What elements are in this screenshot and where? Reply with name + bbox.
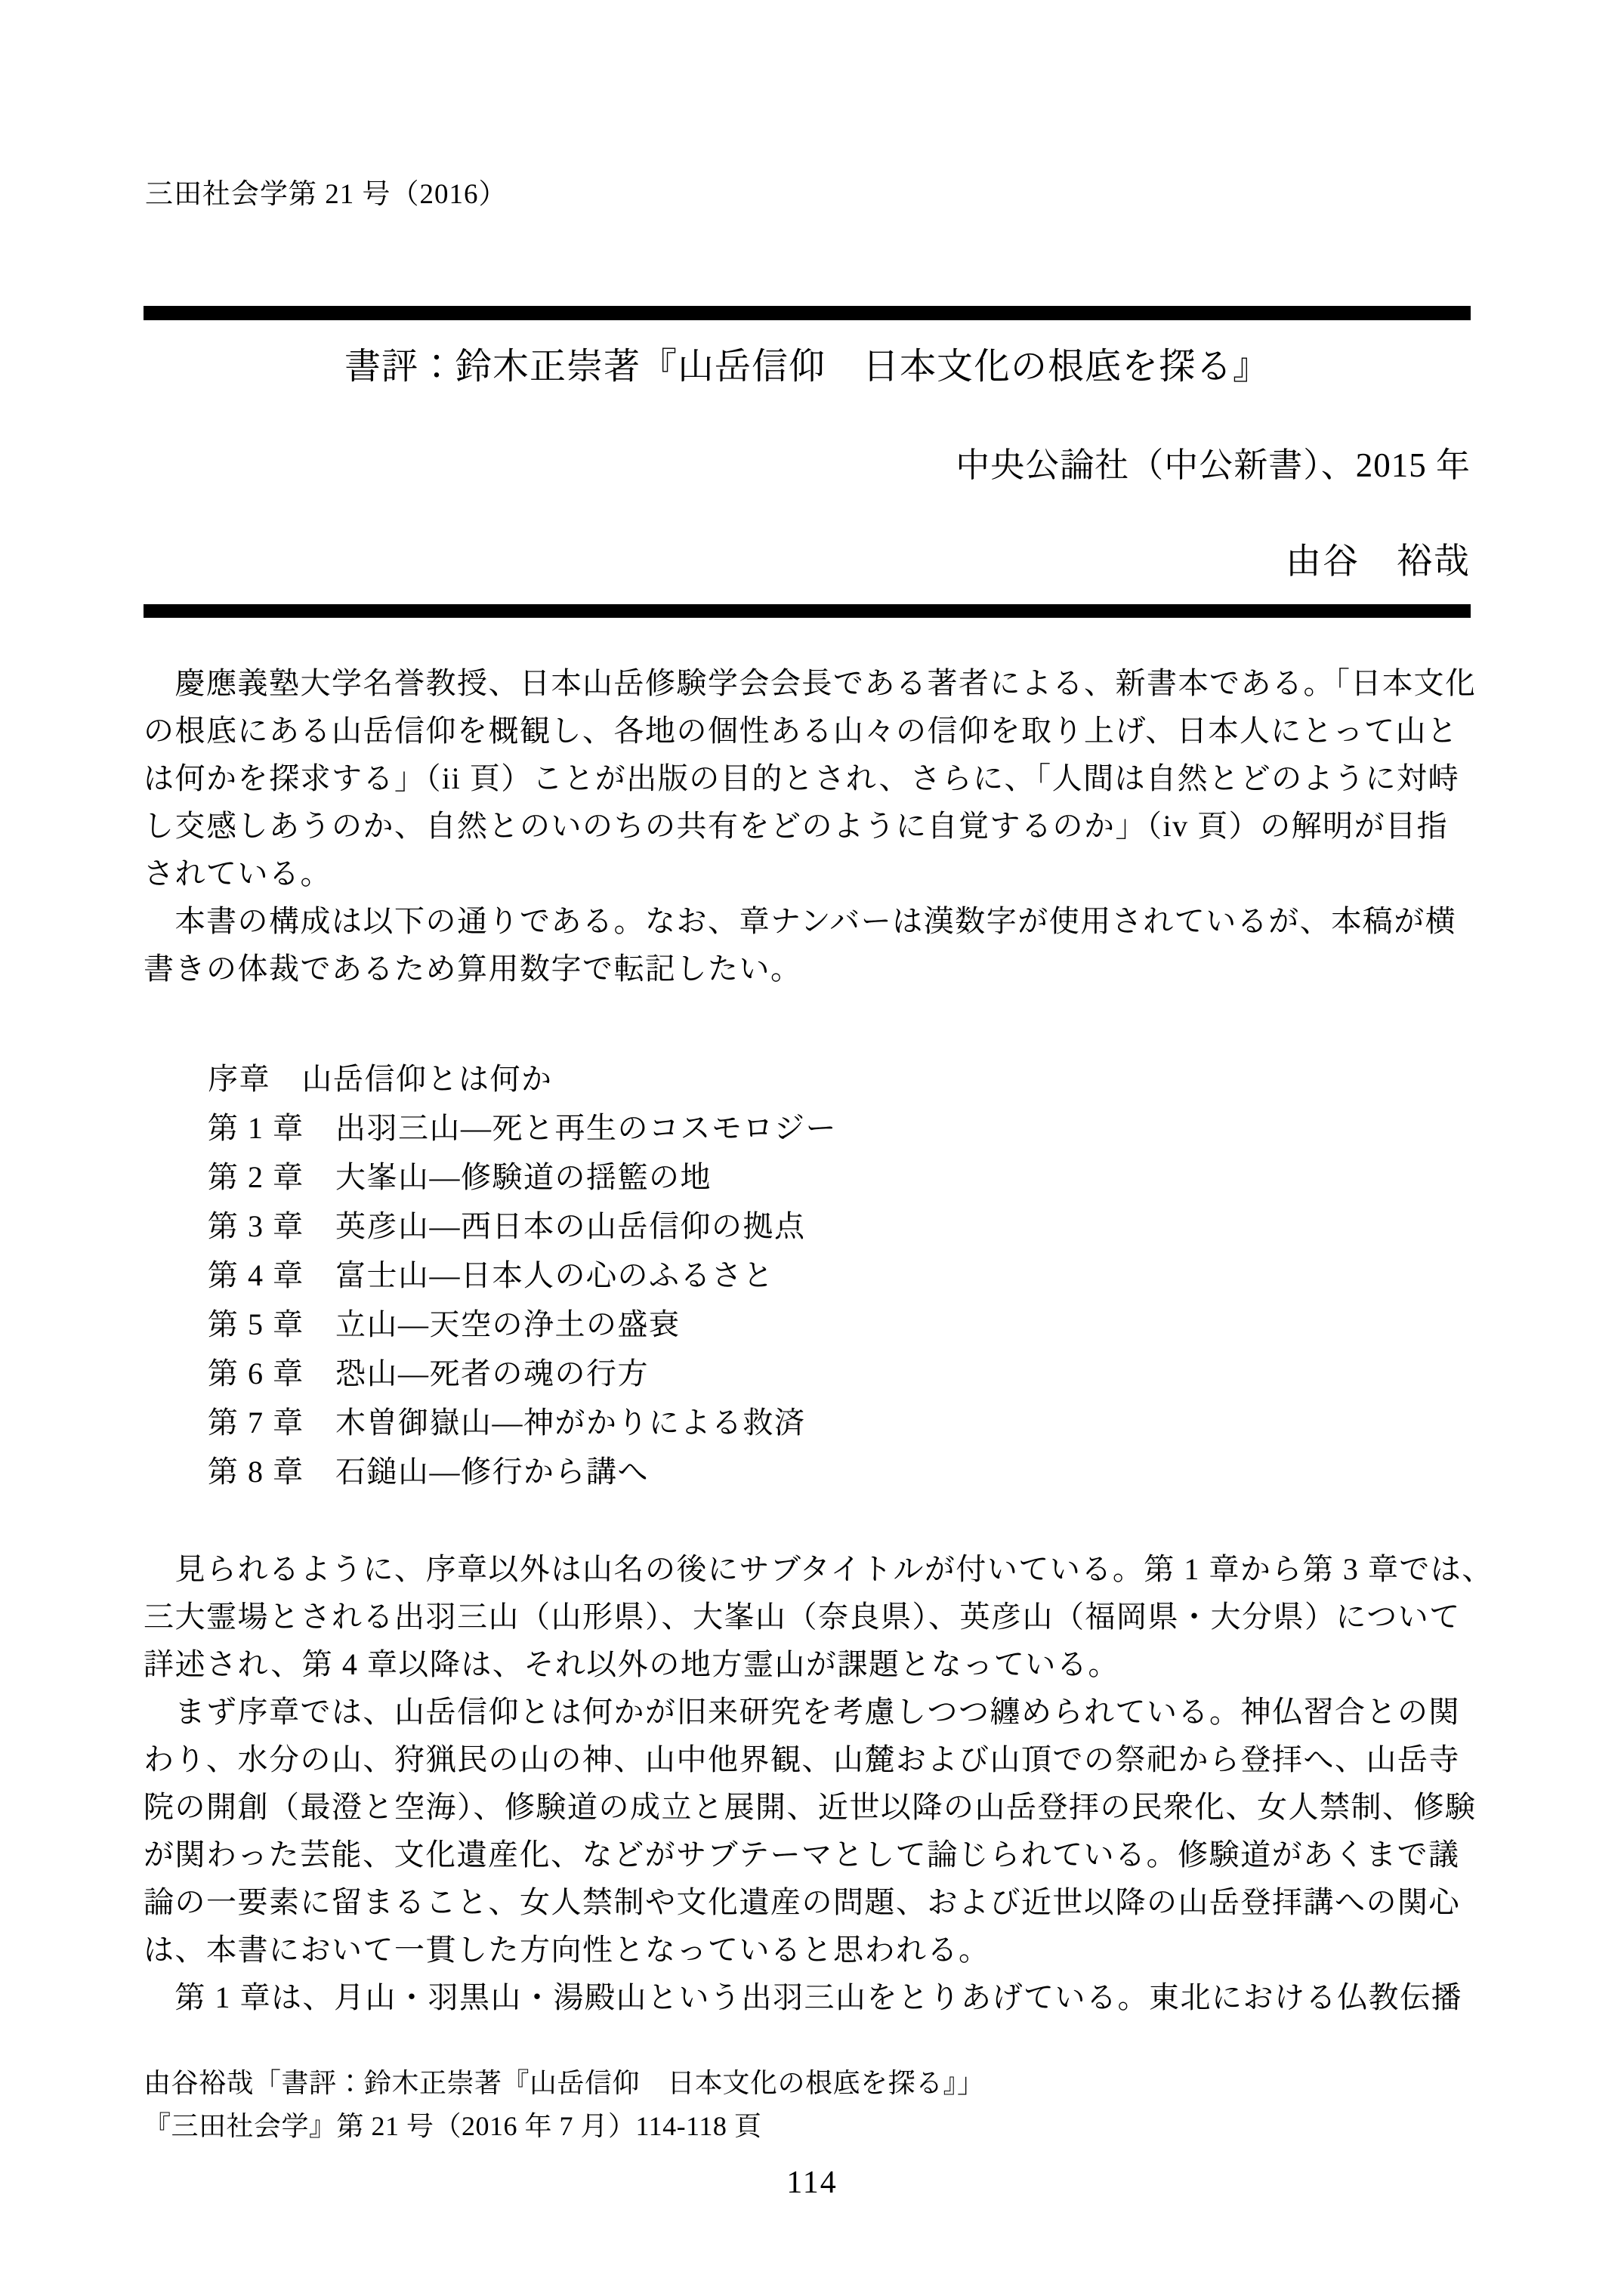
review-title: 書評：鈴木正崇著『山岳信仰 日本文化の根底を探る』 <box>344 347 1270 387</box>
paragraph-chapter-one <box>144 1974 1477 2021</box>
text-line: 書きの体裁であるため算用数字で転記したい。 <box>144 952 802 986</box>
chapter-list <box>208 1054 837 1496</box>
text-line: し交感しあうのか、自然とのいのちの共有をどのように自覚するのか」（iv 頁）の解明が目指 <box>144 809 1449 843</box>
citation-line-2: 『三田社会学』第 21 号（2016 年 7 月）114-118 頁 <box>144 2111 762 2141</box>
text-line: が関わった芸能、文化遺産化、などがサブテーマとして論じられている。修験道があくまで議 <box>144 1838 1460 1872</box>
body-text-upper <box>144 659 1477 992</box>
chapter-item: 第 7 章 木曽御嶽山—神がかりによる救済 <box>208 1406 806 1440</box>
text-line: まず序章では、山岳信仰とは何かが旧来研究を考慮しつつ纏められている。神仏習合との関 <box>144 1695 1460 1729</box>
paragraph-subtitles <box>144 1545 1493 1688</box>
text-line: 詳述され、第 4 章以降は、それ以外の地方霊山が課題となっている。 <box>144 1647 1119 1681</box>
text-line: 三大霊場とされる出羽三山（山形県）、大峯山（奈良県）、英彦山（福岡県・大分県）について <box>144 1600 1461 1634</box>
chapter-item: 第 4 章 富士山—日本人の心のふるさと <box>208 1258 774 1292</box>
chapter-item: 序章 山岳信仰とは何か <box>208 1062 553 1096</box>
page-number: 114 <box>786 2165 838 2200</box>
chapter-item: 第 3 章 英彦山—西日本の山岳信仰の拠点 <box>208 1209 806 1243</box>
text-line: されている。 <box>144 856 332 890</box>
text-line: の根底にある山岳信仰を概観し、各地の個性ある山々の信仰を取り上げ、日本人にとって山と <box>144 714 1459 748</box>
journal-header: 三田社会学第 21 号（2016） <box>145 179 508 210</box>
citation-line-1: 由谷裕哉「書評：鈴木正崇著『山岳信仰 日本文化の根底を探る』」 <box>144 2068 985 2098</box>
text-line: 第 1 章は、月山・羽黒山・湯殿山という出羽三山をとりあげている。東北における仏教伝播 <box>144 1980 1462 2014</box>
citation-footer <box>144 2062 1477 2148</box>
text-line: 論の一要素に留まること、女人禁制や文化遺産の問題、および近世以降の山岳登拝講への関心 <box>144 1885 1460 1919</box>
text-line: 本書の構成は以下の通りである。なお、章ナンバーは漢数字が使用されているが、本稿が横 <box>144 904 1457 938</box>
text-line: わり、水分の山、狩猟民の山の神、山中他界観、山麓および山頂での祭祀から登拝へ、山岳寺 <box>144 1742 1460 1776</box>
title-rule-bottom <box>144 604 1471 618</box>
chapter-item: 第 2 章 大峯山—修験道の揺籃の地 <box>208 1160 712 1194</box>
chapter-item: 第 1 章 出羽三山—死と再生のコスモロジー <box>208 1111 837 1145</box>
body-text-lower <box>144 1545 1493 2021</box>
chapter-item: 第 5 章 立山—天空の浄土の盛衰 <box>208 1307 681 1341</box>
text-line: 慶應義塾大学名誉教授、日本山岳修験学会会長である著者による、新書本である。「日本文化 <box>144 666 1477 700</box>
chapter-item: 第 8 章 石鎚山—修行から講へ <box>208 1455 649 1489</box>
text-line: 見られるように、序章以外は山名の後にサブタイトルが付いている。第 1 章から第 3 章では、 <box>144 1552 1493 1586</box>
paragraph-book-intro <box>144 659 1477 897</box>
author-name: 由谷 裕哉 <box>1286 542 1471 582</box>
text-line: は、本書において一貫した方向性となっていると思われる。 <box>144 1933 990 1967</box>
text-line: は何かを探求する」（ii 頁）ことが出版の目的とされ、さらに、「人間は自然とどのように対峙 <box>144 761 1460 795</box>
publisher-line: 中央公論社（中公新書）、2015 年 <box>956 446 1471 484</box>
title-rule-top <box>144 306 1471 320</box>
paragraph-intro-chapter <box>144 1688 1477 1974</box>
text-line: 院の開創（最澄と空海）、修験道の成立と展開、近世以降の山岳登拝の民衆化、女人禁制、修験 <box>144 1790 1477 1824</box>
paragraph-structure-note <box>144 897 1477 992</box>
chapter-item: 第 6 章 恐山—死者の魂の行方 <box>208 1356 649 1390</box>
